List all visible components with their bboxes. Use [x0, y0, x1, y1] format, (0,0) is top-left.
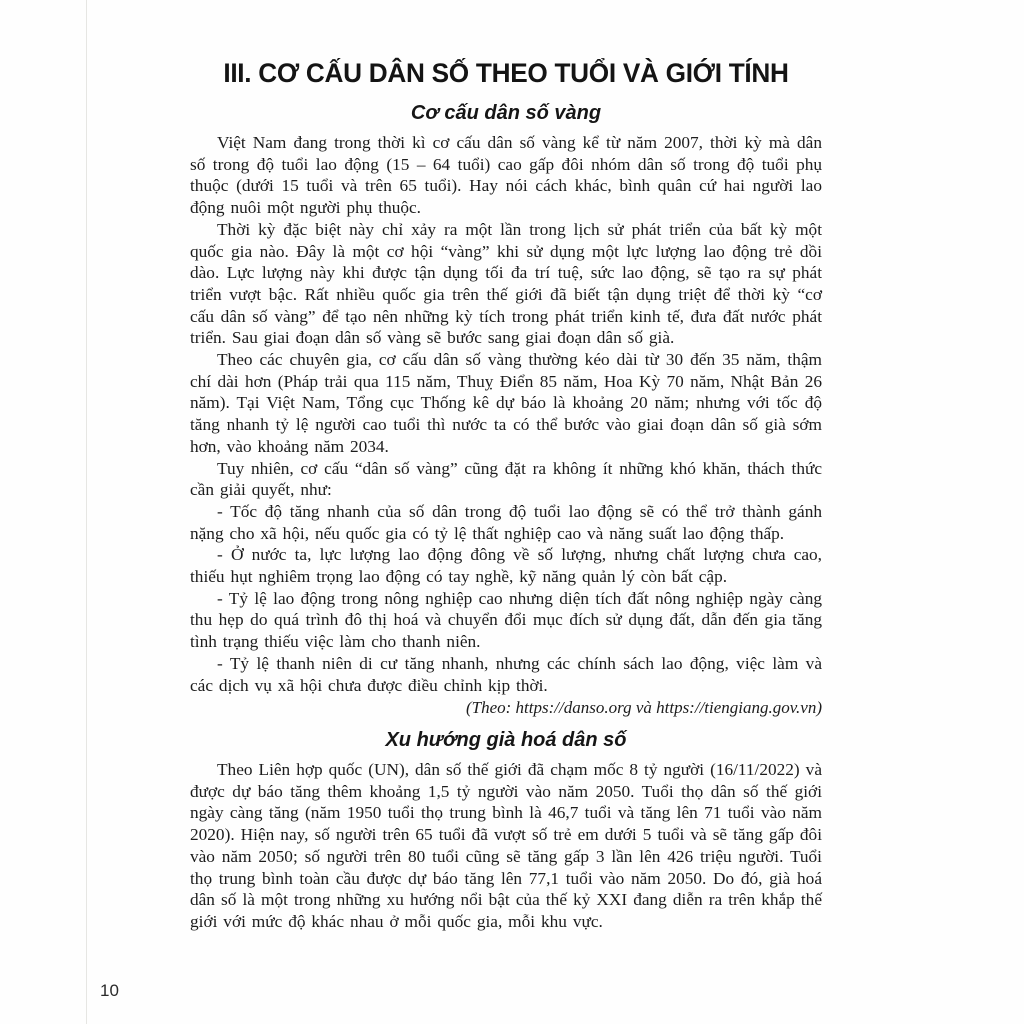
section-heading-golden-population: Cơ cấu dân số vàng: [410, 102, 602, 124]
bullet-labor-quality: - Ở nước ta, lực lượng lao động đông về số lượng, nhưng chất lượng chưa cao, thiếu hụt nghiêm trọng lao động có tay nghề, kỹ năng quản lý còn bất cập.: [190, 545, 822, 587]
section-heading-aging-trend: Xu hướng già hoá dân số: [385, 728, 627, 751]
paragraph-golden-1: Việt Nam đang trong thời kì cơ cấu dân số vàng kể từ năm 2007, thời kỳ mà dân số trong độ tuổi lao động (15 – 64 tuổi) cao gấp đôi nhóm dân số trong độ tuổi phụ thuộc (dưới 15 tuổi và trên 65 tuổi). Hay nói cách khác, bình quân cứ hai người lao động nuôi một người phụ thuộc.: [190, 133, 822, 218]
page-edge-scan-line: [86, 0, 87, 1024]
paragraph-aging-1: Theo Liên hợp quốc (UN), dân số thế giới đã chạm mốc 8 tỷ người (16/11/2022) và được dự báo tăng thêm khoảng 1,5 tỷ người vào năm 2050. Tuổi thọ dân số thế giới ngày càng tăng (năm 1950 tuổi thọ trung bình là 46,7 tuổi và tăng lên 71 tuổi vào năm 2020). Hiện nay, số người trên 65 tuổi đã vượt số trẻ em dưới 5 tuổi và sẽ tăng gấp đôi vào năm 2050; số người trên 80 tuổi cũng sẽ tăng gấp 3 lần lên 426 triệu người. Tuổi thọ trung bình toàn cầu được dự báo tăng lên 77,1 tuổi vào năm 2050. Do đó, già hoá dân số là một trong những xu hướng nổi bật của thế kỷ XXI đang diễn ra trên khắp thế giới với mức độ khác nhau ở mỗi quốc gia, mỗi khu vực.: [190, 759, 822, 931]
paragraph-golden-2: Thời kỳ đặc biệt này chỉ xảy ra một lần trong lịch sử phát triển của bất kỳ một quốc gia nào. Đây là một cơ hội “vàng” khi sử dụng một lực lượng lao động trẻ dồi dào. Lực lượng này khi được tận dụng tối đa trí tuệ, sức lao động, sẽ tạo ra sự phát triển vượt bậc. Rất nhiều quốc gia trên thế giới đã biết tận dụng triệt để thời kỳ “cơ cấu dân số vàng” để tạo nên những kỳ tích trong phát triển kinh tế, đưa đất nước phát triển. Sau giai đoạn dân số vàng sẽ bước sang giai đoạn dân số già.: [190, 219, 822, 348]
source-citation: (Theo: https://danso.org và https://tiengiang.gov.vn): [465, 698, 822, 718]
page-title: III. CƠ CẤU DÂN SỐ THEO TUỔI VÀ GIỚI TÍNH: [223, 58, 789, 88]
bullet-labor-growth: - Tốc độ tăng nhanh của số dân trong độ tuổi lao động sẽ có thể trở thành gánh nặng cho xã hội, nếu quốc gia có tỷ lệ thất nghiệp cao và năng suất lao động thấp.: [190, 501, 822, 543]
paragraph-golden-3: Theo các chuyên gia, cơ cấu dân số vàng thường kéo dài từ 30 đến 35 năm, thậm chí dài hơn (Pháp trải qua 115 năm, Thuỵ Điển 85 năm, Hoa Kỳ 70 năm, Nhật Bản 26 năm). Tại Việt Nam, Tổng cục Thống kê dự báo là khoảng 20 năm; nhưng với tốc độ tăng nhanh tỷ lệ người cao tuổi thì nước ta có thể bước vào giai đoạn dân số già sớm hơn, vào khoảng năm 2034.: [190, 350, 822, 456]
bullet-agriculture-land: - Tỷ lệ lao động trong nông nghiệp cao nhưng diện tích đất nông nghiệp ngày càng thu hẹp do quá trình đô thị hoá và chuyển đổi mục đích sử dụng đất, dẫn đến gia tăng tình trạng thiếu việc làm cho thanh niên.: [190, 588, 822, 652]
bullet-youth-migration: - Tỷ lệ thanh niên di cư tăng nhanh, nhưng các chính sách lao động, việc làm và các dịch vụ xã hội chưa được điều chỉnh kịp thời.: [190, 653, 822, 695]
page-content: [190, 58, 822, 933]
paragraph-golden-4: Tuy nhiên, cơ cấu “dân số vàng” cũng đặt ra không ít những khó khăn, thách thức cần giải quyết, như:: [190, 458, 822, 500]
page-number: 10: [100, 981, 119, 1000]
